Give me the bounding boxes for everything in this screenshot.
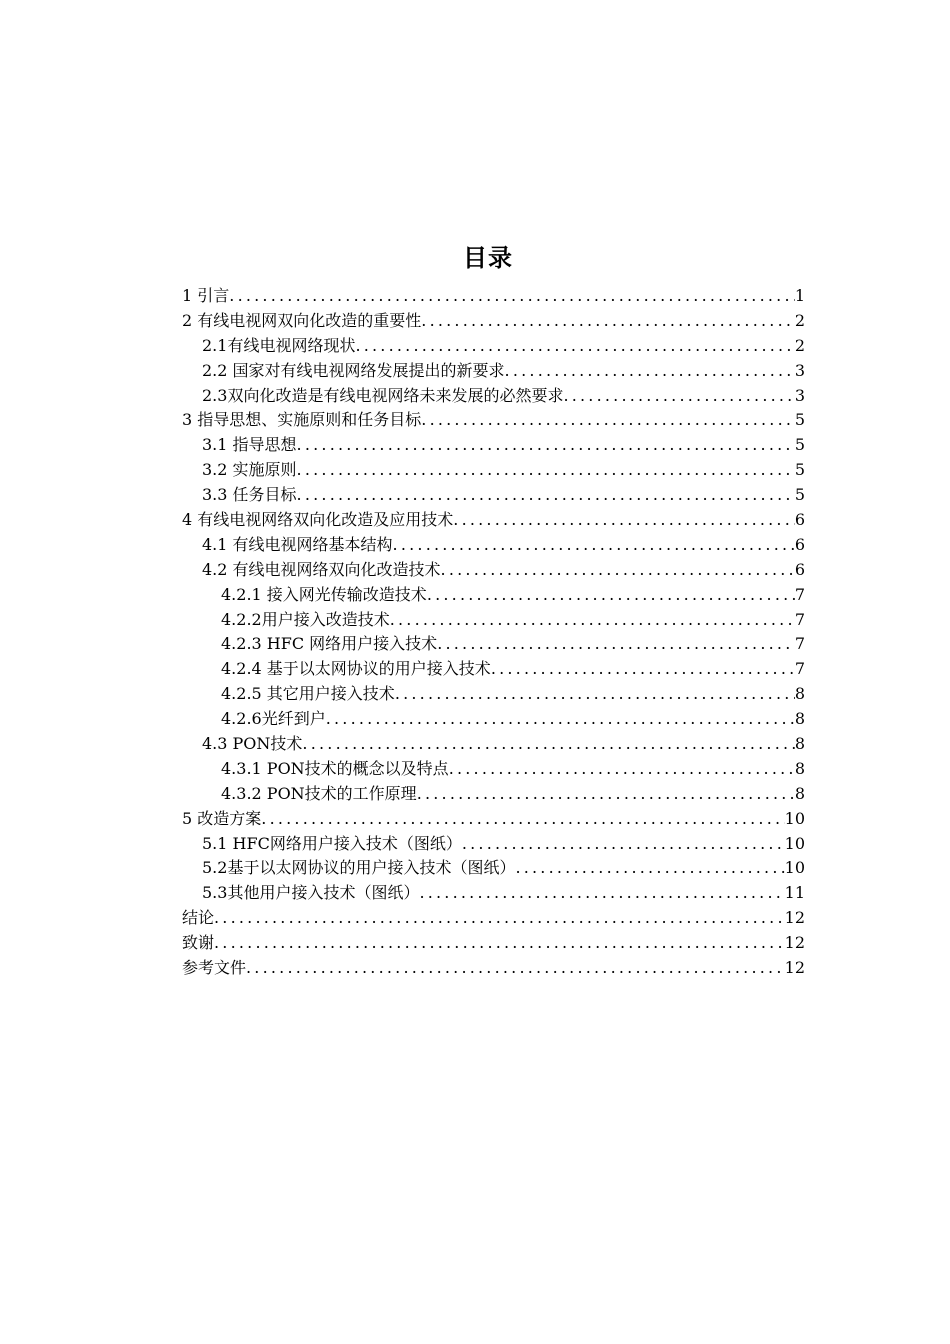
toc-dot-leader <box>297 433 795 458</box>
toc-entry-page-number: 8 <box>794 709 805 729</box>
toc-entry-label: 4.2.3 HFC 网络用户接入技术 <box>221 634 438 654</box>
toc-entry[interactable] <box>182 309 805 334</box>
toc-entry[interactable] <box>182 956 805 981</box>
toc-entry-label: 3.1 指导思想 <box>202 435 297 455</box>
toc-entry-label: 3 指导思想、实施原则和任务目标 <box>182 410 422 430</box>
toc-entry-page-number: 10 <box>784 858 805 878</box>
toc-entry-page-number: 5 <box>794 485 805 505</box>
toc-dot-leader <box>214 906 785 931</box>
toc-entry[interactable] <box>182 359 805 384</box>
toc-entry[interactable] <box>182 807 805 832</box>
toc-entry-page-number: 8 <box>794 684 805 704</box>
page-title: 目录 <box>463 244 513 272</box>
toc-dot-leader <box>421 408 795 433</box>
toc-entry-label: 参考文件 <box>182 958 247 978</box>
toc-entry-page-number: 7 <box>794 659 805 679</box>
toc-entry-label: 4.2.4 基于以太网协议的用户接入技术 <box>221 659 491 679</box>
toc-entry-page-number: 8 <box>794 758 805 778</box>
toc-dot-leader <box>515 856 784 881</box>
toc-entry[interactable] <box>182 632 805 657</box>
toc-dot-leader <box>393 533 795 558</box>
toc-dot-leader <box>491 657 795 682</box>
toc-dot-leader <box>449 757 795 782</box>
toc-entry[interactable] <box>182 757 805 782</box>
toc-entry[interactable] <box>182 558 805 583</box>
toc-entry-page-number: 6 <box>794 559 805 579</box>
toc-dot-leader <box>355 334 794 359</box>
toc-dot-leader <box>417 782 795 807</box>
toc-entry-page-number: 11 <box>784 883 805 903</box>
toc-entry-page-number: 6 <box>794 510 805 530</box>
toc-dot-leader <box>302 732 794 757</box>
toc-entry-label: 结论 <box>182 908 215 928</box>
toc-dot-leader <box>246 956 785 981</box>
toc-entry[interactable] <box>182 732 805 757</box>
toc-dot-leader <box>395 682 795 707</box>
toc-entry[interactable] <box>182 881 805 906</box>
toc-entry-label: 3.2 实施原则 <box>202 460 297 480</box>
toc-dot-leader <box>441 558 795 583</box>
toc-entry-page-number: 10 <box>784 833 805 853</box>
toc-entry[interactable] <box>182 334 805 359</box>
toc-entry[interactable] <box>182 832 805 857</box>
toc-entry-page-number: 10 <box>784 808 805 828</box>
toc-dot-leader <box>419 881 784 906</box>
toc-entry-page-number: 7 <box>794 584 805 604</box>
toc-entry-label: 5.2基于以太网协议的用户接入技术（图纸） <box>202 858 516 878</box>
toc-dot-leader <box>261 807 784 832</box>
toc-dot-leader <box>453 508 795 533</box>
toc-entry-page-number: 5 <box>794 460 805 480</box>
toc-entry[interactable] <box>182 433 805 458</box>
toc-entry-label: 5.1 HFC网络用户接入技术（图纸） <box>202 833 462 853</box>
toc-dot-leader <box>390 608 795 633</box>
toc-dot-leader <box>427 583 795 608</box>
toc-entry-label: 4.3.2 PON技术的工作原理 <box>221 783 417 803</box>
toc-entry-label: 5 改造方案 <box>182 808 262 828</box>
toc-entry[interactable] <box>182 284 805 309</box>
toc-dot-leader <box>229 284 795 309</box>
toc-entry[interactable] <box>182 508 805 533</box>
toc-entry-page-number: 7 <box>794 609 805 629</box>
toc-entry-label: 4.2.6光纤到户 <box>221 709 326 729</box>
toc-entry[interactable] <box>182 608 805 633</box>
toc-entry[interactable] <box>182 782 805 807</box>
toc-entry-page-number: 8 <box>794 783 805 803</box>
toc-entry-label: 4.3 PON技术 <box>202 734 303 754</box>
toc-dot-leader <box>297 458 795 483</box>
toc-entry-label: 2 有线电视网双向化改造的重要性 <box>182 310 422 330</box>
toc-entry-label: 3.3 任务目标 <box>202 485 297 505</box>
toc-entry-page-number: 5 <box>794 410 805 430</box>
toc-entry[interactable] <box>182 483 805 508</box>
toc-entry-label: 4 有线电视网络双向化改造及应用技术 <box>182 510 454 530</box>
toc-list <box>182 284 805 981</box>
toc-entry[interactable] <box>182 657 805 682</box>
toc-entry[interactable] <box>182 408 805 433</box>
toc-entry-label: 2.3双向化改造是有线电视网络未来发展的必然要求 <box>202 385 564 405</box>
toc-entry-page-number: 2 <box>794 310 805 330</box>
toc-entry-label: 4.2 有线电视网络双向化改造技术 <box>202 559 441 579</box>
toc-entry[interactable] <box>182 856 805 881</box>
toc-entry[interactable] <box>182 682 805 707</box>
toc-entry[interactable] <box>182 384 805 409</box>
toc-dot-leader <box>326 707 795 732</box>
toc-entry-label: 4.2.2用户接入改造技术 <box>221 609 390 629</box>
toc-entry[interactable] <box>182 906 805 931</box>
toc-entry-page-number: 3 <box>794 385 805 405</box>
toc-entry-label: 4.1 有线电视网络基本结构 <box>202 534 393 554</box>
toc-entry-page-number: 12 <box>784 908 805 928</box>
toc-dot-leader <box>505 359 795 384</box>
toc-entry-page-number: 6 <box>794 534 805 554</box>
toc-dot-leader <box>563 384 794 409</box>
toc-entry-label: 4.2.1 接入网光传输改造技术 <box>221 584 427 604</box>
toc-entry-page-number: 12 <box>784 933 805 953</box>
toc-entry[interactable] <box>182 533 805 558</box>
toc-entry-page-number: 7 <box>794 634 805 654</box>
toc-dot-leader <box>462 832 785 857</box>
toc-entry[interactable] <box>182 458 805 483</box>
toc-dot-leader <box>297 483 795 508</box>
toc-entry-label: 5.3其他用户接入技术（图纸） <box>202 883 420 903</box>
toc-entry-page-number: 8 <box>794 734 805 754</box>
toc-entry-page-number: 1 <box>794 286 805 305</box>
toc-dot-leader <box>421 309 795 334</box>
toc-dot-leader <box>437 632 795 657</box>
toc-entry[interactable] <box>182 707 805 732</box>
toc-entry-page-number: 2 <box>794 335 805 355</box>
toc-entry-label: 致谢 <box>182 933 215 953</box>
toc-dot-leader <box>214 931 785 956</box>
toc-entry[interactable] <box>182 931 805 956</box>
toc-entry[interactable] <box>182 583 805 608</box>
toc-entry-page-number: 12 <box>784 958 805 978</box>
toc-entry-page-number: 3 <box>794 360 805 380</box>
toc-entry-label: 4.2.5 其它用户接入技术 <box>221 684 395 704</box>
toc-entry-label: 2.2 国家对有线电视网络发展提出的新要求 <box>202 360 505 380</box>
toc-entry-label: 1 引言 <box>182 286 230 305</box>
toc-entry-label: 2.1有线电视网络现状 <box>202 335 356 355</box>
toc-entry-page-number: 5 <box>794 435 805 455</box>
toc-entry-label: 4.3.1 PON技术的概念以及特点 <box>221 758 449 778</box>
